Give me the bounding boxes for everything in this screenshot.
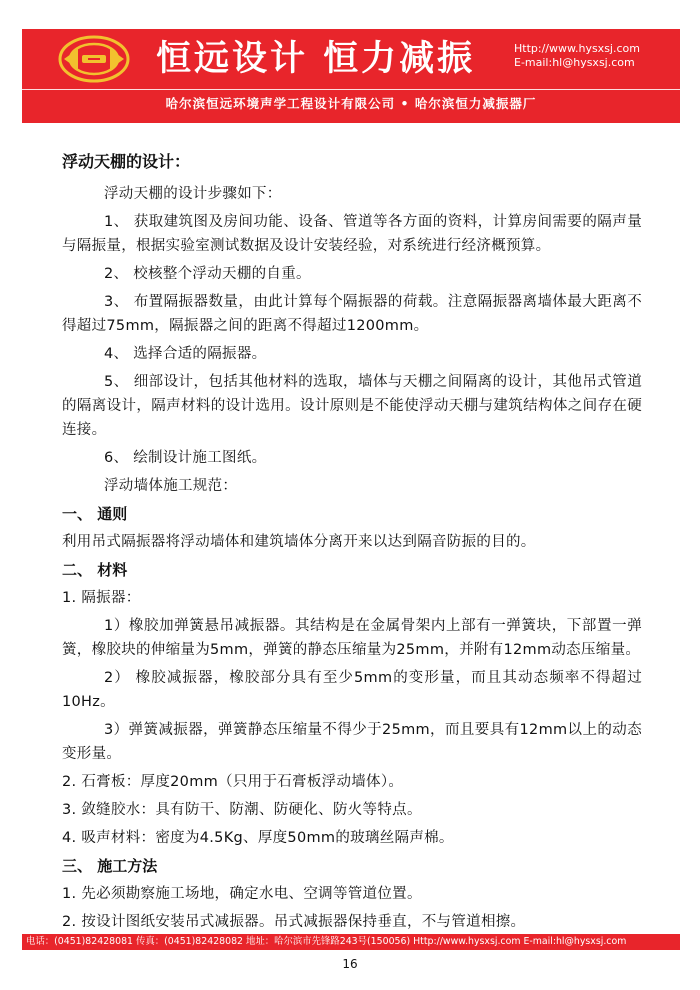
- intro-text: 浮动天棚的设计步骤如下：: [104, 186, 282, 202]
- page-footer-band: [22, 934, 680, 950]
- page-number: 16: [342, 957, 358, 971]
- company-logo-icon: [58, 35, 130, 83]
- section-title: 浮动天棚的设计：: [62, 152, 191, 171]
- email-link[interactable]: E-mail:hl@hysxsj.com: [514, 56, 635, 69]
- material-item: 4. 吸声材料：密度为4.5Kg、厚度50mm的玻璃丝隔声棉。: [62, 830, 454, 846]
- step-item: 2、 校核整个浮动天棚的自重。: [104, 266, 311, 282]
- spec-intro: 浮动墙体施工规范：: [104, 478, 238, 494]
- header-contact: [514, 42, 640, 70]
- material-item: 2. 石膏板：厚度20mm（只用于石膏板浮动墙体）。: [62, 774, 404, 790]
- footer-contact-text: 电话：(0451)82428081 传真：(0451)82428082 地址：哈尔滨市先锋路243号(150056) Http://www.hysxsj.com E-mail:hl@hysxsj.com: [26, 936, 627, 947]
- document-body: [62, 150, 642, 938]
- materials-heading: 二、 材料: [62, 561, 128, 579]
- material-subitem: 3）弹簧减振器，弹簧静态压缩量不得少于25mm，而且要具有12mm以上的动态变形量。: [62, 722, 642, 762]
- step-item: 4、 选择合适的隔振器。: [104, 346, 267, 362]
- company-name-line: 哈尔滨恒远环境声学工程设计有限公司 • 哈尔滨恒力减振器厂: [165, 96, 537, 111]
- method-heading: 三、 施工方法: [62, 857, 158, 875]
- material-item: 3. 敛缝胶水：具有防干、防潮、防硬化、防火等特点。: [62, 802, 422, 818]
- website-link[interactable]: Http://www.hysxsj.com: [514, 42, 640, 55]
- general-heading: 一、 通则: [62, 505, 128, 523]
- method-item: 2. 按设计图纸安装吊式减振器。吊式减振器保持垂直，不与管道相擦。: [62, 914, 526, 930]
- step-item: 5、 细部设计，包括其他材料的选取，墙体与天棚之间隔离的设计，其他吊式管道的隔离设计，隔声材料的设计选用。设计原则是不能使浮动天棚与建筑结构体之间存在硬连接。: [62, 374, 642, 438]
- material-subitem: 1）橡胶加弹簧悬吊减振器。其结构是在金属骨架内上部有一弹簧块，下部置一弹簧，橡胶块的伸缩量为5mm，弹簧的静态压缩量为25mm，并附有12mm动态压缩量。: [62, 618, 642, 658]
- step-item: 6、 绘制设计施工图纸。: [104, 450, 267, 466]
- step-item: 3、 布置隔振器数量，由此计算每个隔振器的荷载。注意隔振器离墙体最大距离不得超过75mm，隔振器之间的距离不得超过1200mm。: [62, 294, 642, 334]
- step-item: 1、 获取建筑图及房间功能、设备、管道等各方面的资料，计算房间需要的隔声量与隔振量，根据实验室测试数据及设计安装经验，对系统进行经济概预算。: [62, 214, 642, 254]
- material-subitem: 2） 橡胶减振器，橡胶部分具有至少5mm的变形量，而且其动态频率不得超过10Hz。: [62, 670, 642, 710]
- method-item: 1. 先必须勘察施工场地，确定水电、空调等管道位置。: [62, 886, 422, 902]
- brand-title: 恒远设计 恒力减振: [156, 39, 476, 79]
- header-divider: [22, 89, 680, 90]
- page-header-band: [22, 29, 680, 123]
- material-item: 1. 隔振器：: [62, 590, 141, 606]
- general-text: 利用吊式隔振器将浮动墙体和建筑墙体分离开来以达到隔音防振的目的。: [62, 534, 536, 550]
